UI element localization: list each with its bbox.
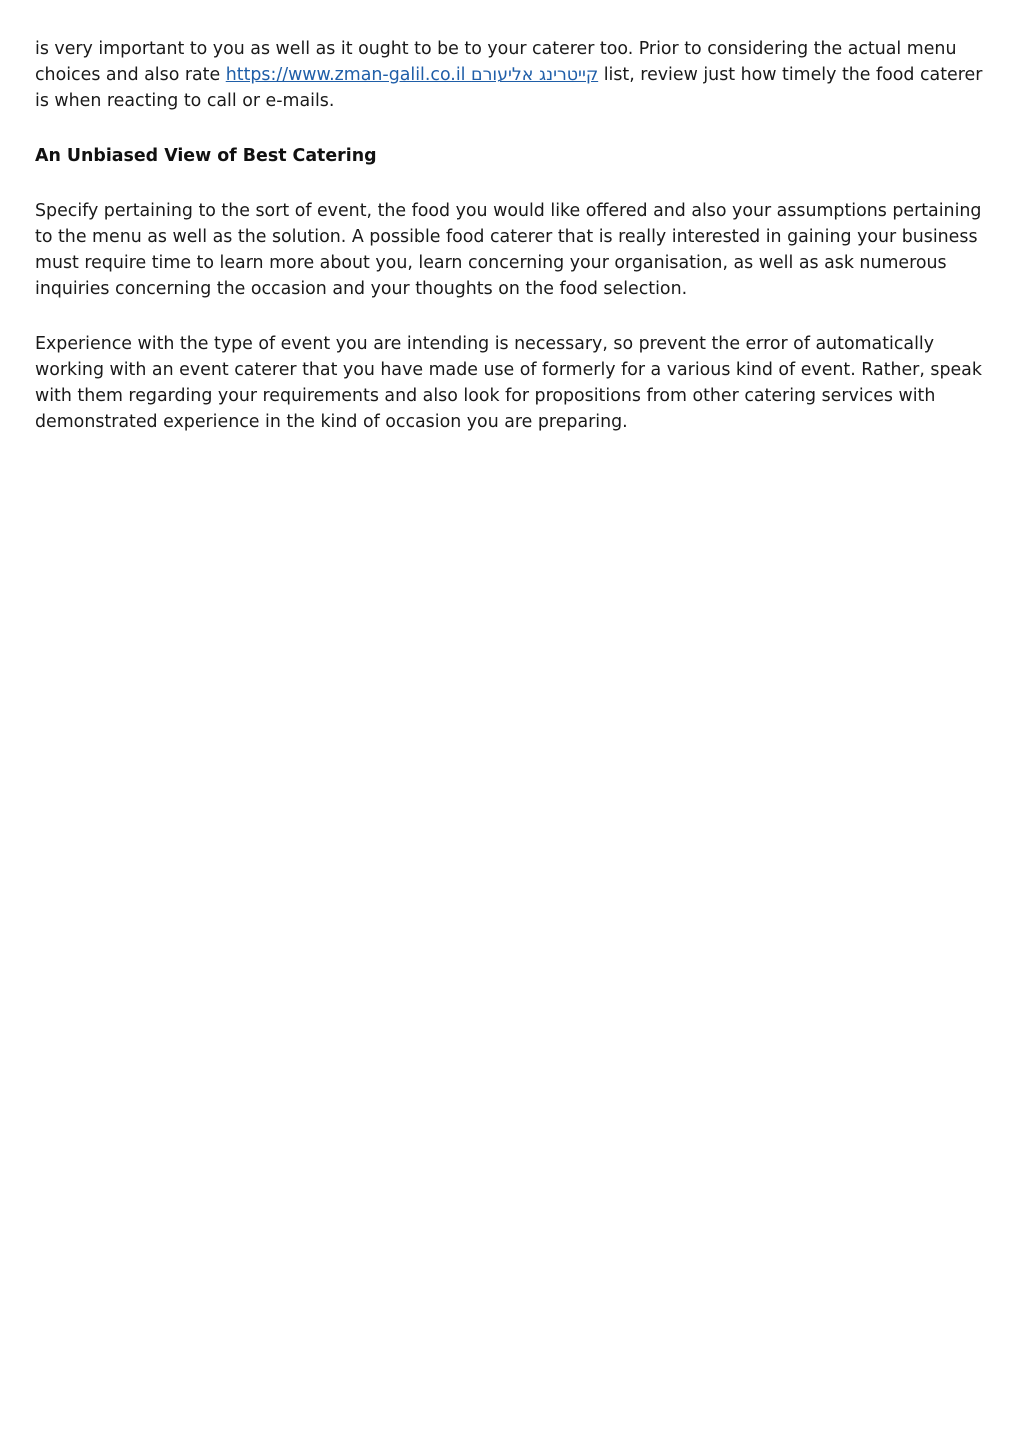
paragraph-intro-text-after: list, review just how timely the food caterer is when reacting to call or e-mails. <box>35 65 983 111</box>
paragraph-intro-text-before: is very important to you as well as it ought to be to your caterer too. Prior to considering the actual menu choices and also rate <box>35 39 957 85</box>
paragraph-intro <box>35 36 995 114</box>
section-heading: An Unbiased View of Best Catering <box>35 146 377 166</box>
catering-link[interactable]: https://www.zman-galil.co.il קייטרינג אליעורם <box>225 65 599 85</box>
paragraph-experience: Experience with the type of event you are intending is necessary, so prevent the error of automatically working with an event caterer that you have made use of formerly for a various kind of event. Rather, speak with them regarding your requirements and also look for propositions from other catering services with demonstrated experience in the kind of occasion you are preparing. <box>35 334 982 432</box>
document-page <box>35 36 995 464</box>
paragraph-specify: Specify pertaining to the sort of event, the food you would like offered and also your assumptions pertaining to the menu as well as the solution. A possible food caterer that is really interested in gaining your business must require time to learn more about you, learn concerning your organisation, as well as ask numerous inquiries concerning the occasion and your thoughts on the food selection. <box>35 201 982 299</box>
